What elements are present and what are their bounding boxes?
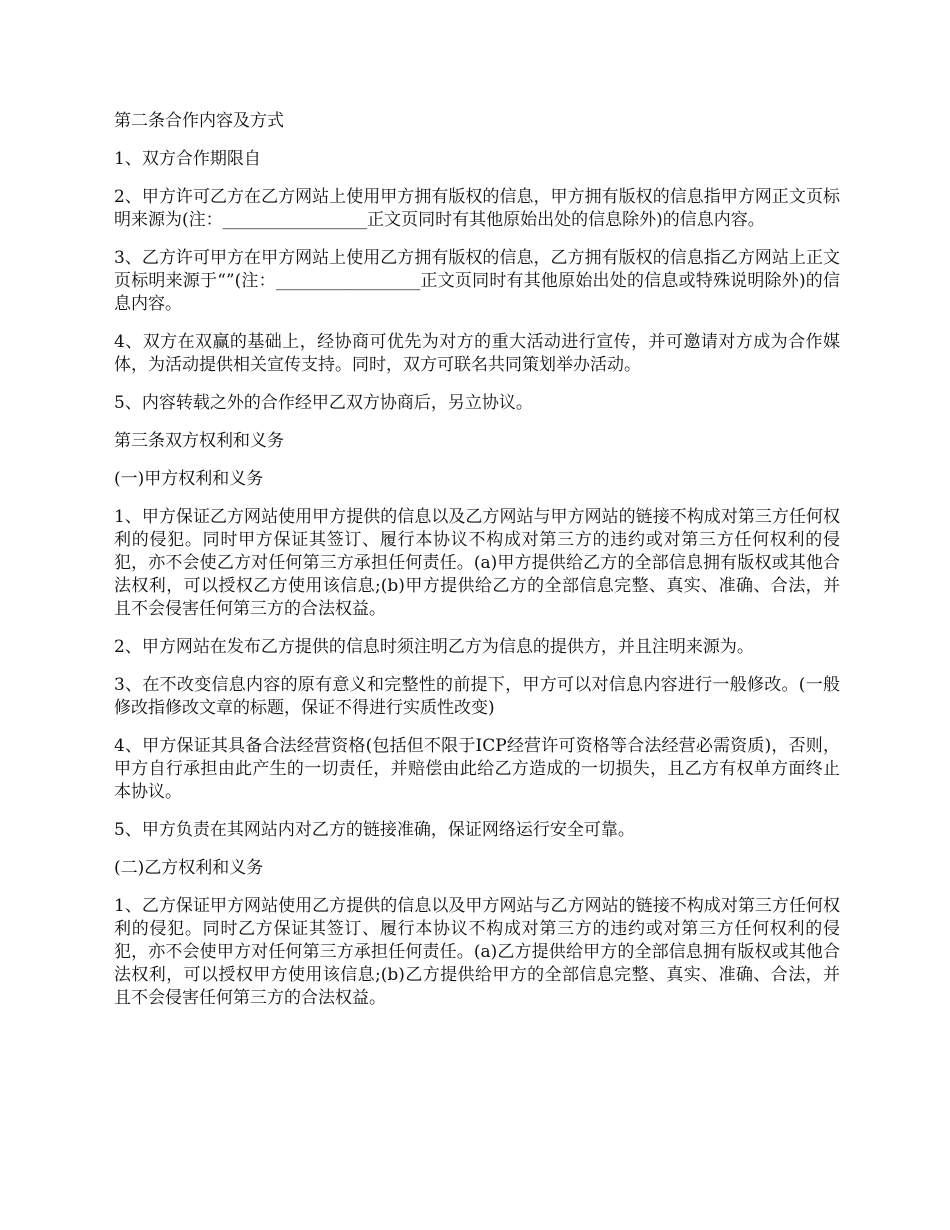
clause-2-2: 2、甲方许可乙方在乙方网站上使用甲方拥有版权的信息，甲方拥有版权的信息指甲方网正文页标明来源为(注：_________________正文页同时有其他原始出处的信息除外)的信息内容。 <box>114 187 840 230</box>
subsection-heading-party-b: (二)乙方权利和义务 <box>114 858 264 878</box>
document-body <box>114 110 840 1025</box>
clause-3-a-2: 2、甲方网站在发布乙方提供的信息时须注明乙方为信息的提供方，并且注明来源为。 <box>114 637 754 657</box>
clause-2-5: 5、内容转载之外的合作经甲乙双方协商后，另立协议。 <box>114 393 533 413</box>
clause-3-a-4: 4、甲方保证其具备合法经营资格(包括但不限于ICP经营许可资格等合法经营必需资质)，否则，甲方自行承担由此产生的一切责任，并赔偿由此给乙方造成的一切损失，且乙方有权单方面终止本协议。 <box>114 736 840 802</box>
clause-3-a-5: 5、甲方负责在其网站内对乙方的链接准确，保证网络运行安全可靠。 <box>114 820 635 840</box>
section-heading-article-2: 第二条合作内容及方式 <box>114 111 284 131</box>
clause-3-a-1: 1、甲方保证乙方网站使用甲方提供的信息以及乙方网站与甲方网站的链接不构成对第三方任何权利的侵犯。同时甲方保证其签订、履行本协议不构成对第三方的违约或对第三方任何权利的侵犯，亦不会使乙方对任何第三方承担任何责任。(a)甲方提供给乙方的全部信息拥有版权或其他合法权利，可以授权乙方使用该信息;(b)甲方提供给乙方的全部信息完整、真实、准确、合法，并且不会侵害任何第三方的合法权益。 <box>114 507 840 619</box>
clause-2-3: 3、乙方许可甲方在甲方网站上使用乙方拥有版权的信息，乙方拥有版权的信息指乙方网站上正文页标明来源于“”(注：_________________正文页同时有其他原始出处的信息或特殊说明除外)的信息内容。 <box>114 248 840 314</box>
clause-3-a-3: 3、在不改变信息内容的原有意义和完整性的前提下，甲方可以对信息内容进行一般修改。(一般修改指修改文章的标题，保证不得进行实质性改变) <box>114 675 840 718</box>
subsection-heading-party-a: (一)甲方权利和义务 <box>114 469 264 489</box>
clause-2-4: 4、双方在双赢的基础上，经协商可优先为对方的重大活动进行宣传，并可邀请对方成为合作媒体，为活动提供相关宣传支持。同时，双方可联名共同策划举办活动。 <box>114 332 840 375</box>
clause-3-b-1: 1、乙方保证甲方网站使用乙方提供的信息以及甲方网站与乙方网站的链接不构成对第三方任何权利的侵犯。同时乙方保证其签订、履行本协议不构成对第三方的违约或对第三方任何权利的侵犯，亦不会使甲方对任何第三方承担任何责任。(a)乙方提供给甲方的全部信息拥有版权或其他合法权利，可以授权甲方使用该信息;(b)乙方提供给甲方的全部信息完整、真实、准确、合法，并且不会侵害任何第三方的合法权益。 <box>114 896 840 1008</box>
section-heading-article-3: 第三条双方权利和义务 <box>114 431 284 451</box>
clause-2-1: 1、双方合作期限自 <box>114 149 261 169</box>
